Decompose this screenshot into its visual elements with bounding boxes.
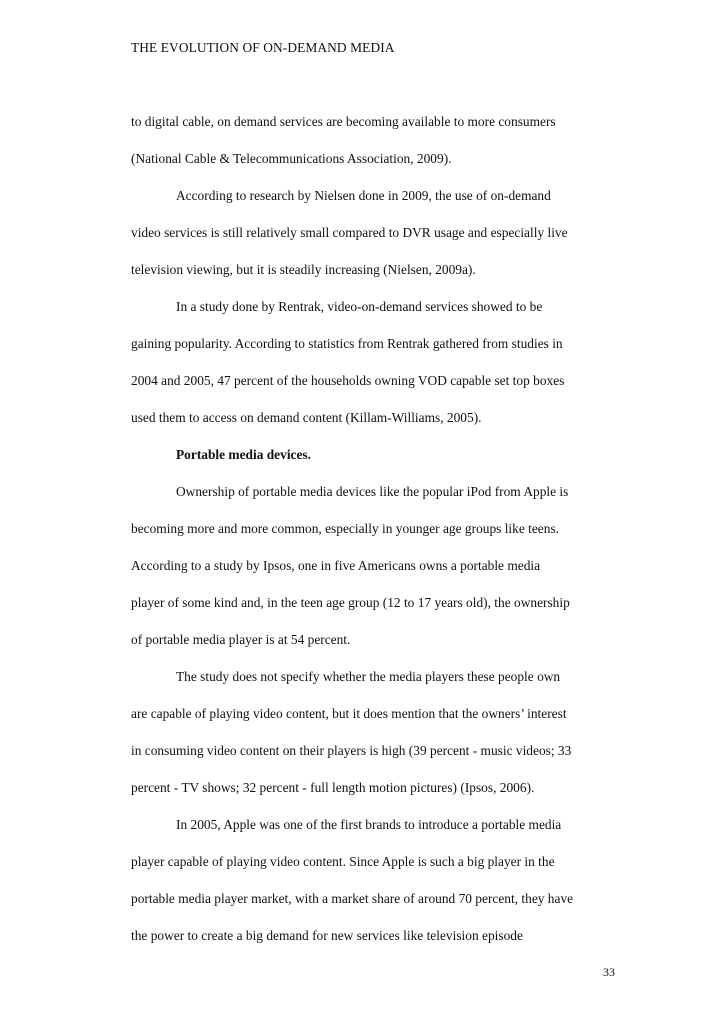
text-line: in consuming video content on their players is high (39 percent - music videos; 33	[131, 743, 572, 758]
text-line: player capable of playing video content. Since Apple is such a big player in the	[131, 854, 555, 869]
text-line: portable media player market, with a market share of around 70 percent, they have	[131, 891, 574, 906]
page-number: 33	[603, 965, 615, 979]
text-line: According to a study by Ipsos, one in five Americans owns a portable media	[131, 558, 541, 573]
text-line: used them to access on demand content (Killam-Williams, 2005).	[131, 410, 482, 425]
text-line: player of some kind and, in the teen age group (12 to 17 years old), the ownership	[131, 595, 570, 610]
text-line: of portable media player is at 54 percent.	[131, 632, 351, 647]
text-line: gaining popularity. According to statistics from Rentrak gathered from studies in	[131, 336, 563, 351]
text-line: Ownership of portable media devices like the popular iPod from Apple is	[176, 484, 569, 499]
text-line: percent - TV shows; 32 percent - full length motion pictures) (Ipsos, 2006).	[131, 780, 535, 795]
text-line: are capable of playing video content, but it does mention that the owners’ interest	[131, 706, 567, 721]
body-text	[131, 111, 631, 962]
text-line: The study does not specify whether the media players these people own	[176, 669, 561, 684]
text-line: In a study done by Rentrak, video-on-demand services showed to be	[176, 299, 543, 314]
text-line: (National Cable & Telecommunications Association, 2009).	[131, 151, 452, 166]
running-head: THE EVOLUTION OF ON-DEMAND MEDIA	[131, 40, 395, 55]
text-line: becoming more and more common, especially in younger age groups like teens.	[131, 521, 560, 536]
text-line: In 2005, Apple was one of the first brands to introduce a portable media	[176, 817, 562, 832]
text-line: television viewing, but it is steadily increasing (Nielsen, 2009a).	[131, 262, 476, 277]
text-line: According to research by Nielsen done in 2009, the use of on-demand	[176, 188, 551, 203]
text-line: video services is still relatively small compared to DVR usage and especially live	[131, 225, 568, 240]
section-heading: Portable media devices.	[176, 447, 311, 462]
text-line: the power to create a big demand for new services like television episode	[131, 928, 523, 943]
text-line: 2004 and 2005, 47 percent of the households owning VOD capable set top boxes	[131, 373, 565, 388]
text-line: to digital cable, on demand services are becoming available to more consumers	[131, 114, 556, 129]
